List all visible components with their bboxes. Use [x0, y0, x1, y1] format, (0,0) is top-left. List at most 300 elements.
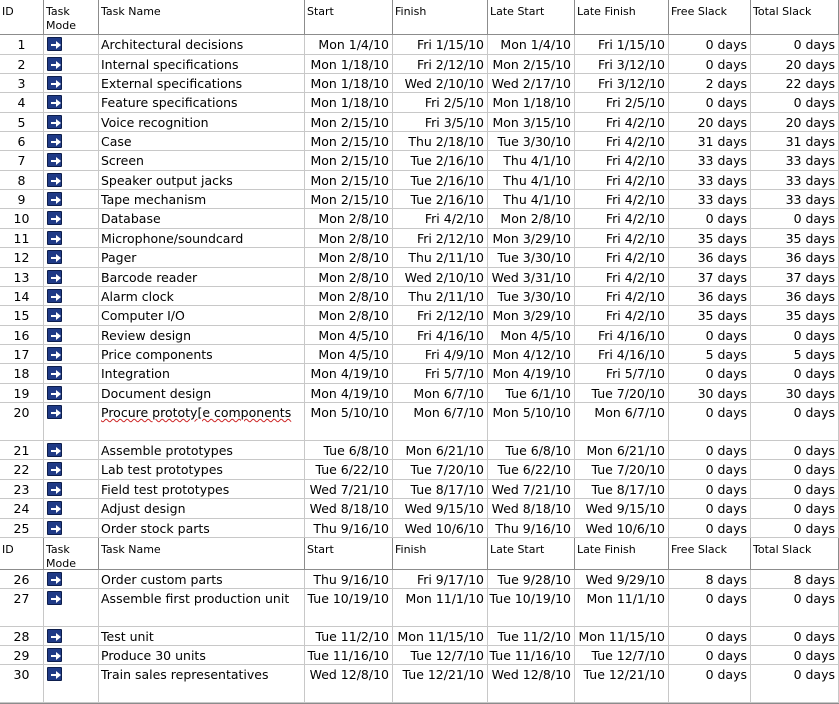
late-start-cell[interactable]	[488, 35, 575, 54]
task-name-cell[interactable]	[99, 306, 305, 325]
free-slack-cell[interactable]	[669, 55, 751, 73]
finish-cell[interactable]	[393, 665, 488, 702]
task-name-cell[interactable]	[99, 441, 305, 459]
late-finish-cell[interactable]	[575, 460, 669, 479]
task-mode-cell[interactable]	[44, 627, 99, 645]
task-mode-cell[interactable]	[44, 248, 99, 267]
column-header-start[interactable]: Start	[305, 0, 393, 34]
task-mode-cell[interactable]	[44, 519, 99, 537]
table-row[interactable]	[0, 499, 839, 519]
total-slack-cell[interactable]	[751, 171, 839, 189]
late-start-cell[interactable]	[488, 384, 575, 402]
total-slack-cell[interactable]	[751, 190, 839, 208]
finish-cell[interactable]	[393, 480, 488, 498]
id-cell[interactable]	[0, 570, 44, 588]
task-name-cell[interactable]	[99, 627, 305, 645]
id-cell[interactable]	[0, 132, 44, 150]
table-row[interactable]	[0, 627, 839, 646]
task-mode-cell[interactable]	[44, 171, 99, 189]
late-start-cell[interactable]	[488, 209, 575, 228]
id-cell[interactable]	[0, 460, 44, 479]
column-header-late-start[interactable]: Late Start	[488, 538, 575, 569]
finish-cell[interactable]	[393, 441, 488, 459]
task-name-cell[interactable]	[99, 171, 305, 189]
late-start-cell[interactable]	[488, 326, 575, 344]
free-slack-cell[interactable]	[669, 35, 751, 54]
free-slack-cell[interactable]	[669, 460, 751, 479]
table-row[interactable]	[0, 646, 839, 665]
task-name-cell[interactable]	[99, 268, 305, 286]
column-header-task-mode[interactable]: Task Mode	[44, 538, 99, 569]
finish-cell[interactable]	[393, 364, 488, 383]
start-cell[interactable]	[305, 248, 393, 267]
total-slack-cell[interactable]	[751, 499, 839, 518]
late-finish-cell[interactable]	[575, 364, 669, 383]
table-row[interactable]	[0, 403, 839, 441]
start-cell[interactable]	[305, 113, 393, 131]
task-name-cell[interactable]	[99, 151, 305, 170]
start-cell[interactable]	[305, 35, 393, 54]
total-slack-cell[interactable]	[751, 364, 839, 383]
start-cell[interactable]	[305, 627, 393, 645]
finish-cell[interactable]	[393, 384, 488, 402]
id-cell[interactable]	[0, 268, 44, 286]
column-header-total-slack[interactable]: Total Slack	[751, 538, 839, 569]
column-header-late-finish[interactable]: Late Finish	[575, 538, 669, 569]
late-start-cell[interactable]	[488, 287, 575, 305]
free-slack-cell[interactable]	[669, 190, 751, 208]
start-cell[interactable]	[305, 384, 393, 402]
late-start-cell[interactable]	[488, 151, 575, 170]
task-mode-cell[interactable]	[44, 93, 99, 112]
free-slack-cell[interactable]	[669, 441, 751, 459]
finish-cell[interactable]	[393, 55, 488, 73]
table-row[interactable]	[0, 93, 839, 113]
free-slack-cell[interactable]	[669, 113, 751, 131]
free-slack-cell[interactable]	[669, 665, 751, 702]
table-row[interactable]	[0, 74, 839, 93]
late-finish-cell[interactable]	[575, 132, 669, 150]
late-start-cell[interactable]	[488, 480, 575, 498]
free-slack-cell[interactable]	[669, 171, 751, 189]
late-finish-cell[interactable]	[575, 345, 669, 363]
late-finish-cell[interactable]	[575, 306, 669, 325]
late-finish-cell[interactable]	[575, 287, 669, 305]
start-cell[interactable]	[305, 287, 393, 305]
task-mode-cell[interactable]	[44, 229, 99, 247]
finish-cell[interactable]	[393, 132, 488, 150]
task-mode-cell[interactable]	[44, 480, 99, 498]
start-cell[interactable]	[305, 326, 393, 344]
late-start-cell[interactable]	[488, 55, 575, 73]
task-mode-cell[interactable]	[44, 190, 99, 208]
finish-cell[interactable]	[393, 460, 488, 479]
late-finish-cell[interactable]	[575, 209, 669, 228]
late-finish-cell[interactable]	[575, 55, 669, 73]
id-cell[interactable]	[0, 171, 44, 189]
column-header-task-name[interactable]: Task Name	[99, 538, 305, 569]
table-row[interactable]	[0, 132, 839, 151]
id-cell[interactable]	[0, 403, 44, 440]
table-row[interactable]	[0, 441, 839, 460]
start-cell[interactable]	[305, 519, 393, 537]
late-finish-cell[interactable]	[575, 519, 669, 537]
start-cell[interactable]	[305, 229, 393, 247]
task-mode-cell[interactable]	[44, 345, 99, 363]
late-start-cell[interactable]	[488, 364, 575, 383]
late-start-cell[interactable]	[488, 665, 575, 702]
task-name-cell[interactable]	[99, 519, 305, 537]
finish-cell[interactable]	[393, 74, 488, 92]
late-finish-cell[interactable]	[575, 627, 669, 645]
table-row[interactable]	[0, 345, 839, 364]
task-name-cell[interactable]	[99, 384, 305, 402]
late-finish-cell[interactable]	[575, 268, 669, 286]
task-name-cell[interactable]	[99, 132, 305, 150]
column-header-finish[interactable]: Finish	[393, 538, 488, 569]
task-mode-cell[interactable]	[44, 589, 99, 626]
column-header-free-slack[interactable]: Free Slack	[669, 0, 751, 34]
total-slack-cell[interactable]	[751, 627, 839, 645]
start-cell[interactable]	[305, 209, 393, 228]
task-mode-cell[interactable]	[44, 499, 99, 518]
table-row[interactable]	[0, 190, 839, 209]
table-row[interactable]	[0, 665, 839, 703]
task-name-cell[interactable]	[99, 480, 305, 498]
free-slack-cell[interactable]	[669, 499, 751, 518]
start-cell[interactable]	[305, 74, 393, 92]
late-finish-cell[interactable]	[575, 646, 669, 664]
task-name-cell[interactable]	[99, 364, 305, 383]
late-start-cell[interactable]	[488, 345, 575, 363]
id-cell[interactable]	[0, 364, 44, 383]
table-row[interactable]	[0, 268, 839, 287]
total-slack-cell[interactable]	[751, 519, 839, 537]
start-cell[interactable]	[305, 151, 393, 170]
table-row[interactable]	[0, 570, 839, 589]
id-cell[interactable]	[0, 190, 44, 208]
task-mode-cell[interactable]	[44, 287, 99, 305]
total-slack-cell[interactable]	[751, 229, 839, 247]
late-finish-cell[interactable]	[575, 441, 669, 459]
total-slack-cell[interactable]	[751, 151, 839, 170]
table-row[interactable]	[0, 287, 839, 306]
id-cell[interactable]	[0, 345, 44, 363]
free-slack-cell[interactable]	[669, 132, 751, 150]
table-row[interactable]	[0, 460, 839, 480]
finish-cell[interactable]	[393, 229, 488, 247]
late-start-cell[interactable]	[488, 627, 575, 645]
total-slack-cell[interactable]	[751, 570, 839, 588]
task-name-cell[interactable]	[99, 190, 305, 208]
task-mode-cell[interactable]	[44, 570, 99, 588]
column-header-id[interactable]: ID	[0, 0, 44, 34]
table-row[interactable]	[0, 151, 839, 171]
task-mode-cell[interactable]	[44, 35, 99, 54]
free-slack-cell[interactable]	[669, 209, 751, 228]
task-mode-cell[interactable]	[44, 326, 99, 344]
free-slack-cell[interactable]	[669, 268, 751, 286]
table-row[interactable]	[0, 589, 839, 627]
finish-cell[interactable]	[393, 306, 488, 325]
table-row[interactable]	[0, 229, 839, 248]
total-slack-cell[interactable]	[751, 326, 839, 344]
id-cell[interactable]	[0, 229, 44, 247]
finish-cell[interactable]	[393, 499, 488, 518]
task-mode-cell[interactable]	[44, 55, 99, 73]
finish-cell[interactable]	[393, 171, 488, 189]
late-finish-cell[interactable]	[575, 74, 669, 92]
start-cell[interactable]	[305, 589, 393, 626]
free-slack-cell[interactable]	[669, 74, 751, 92]
task-name-cell[interactable]	[99, 499, 305, 518]
table-row[interactable]	[0, 480, 839, 499]
free-slack-cell[interactable]	[669, 287, 751, 305]
column-header-id[interactable]: ID	[0, 538, 44, 569]
total-slack-cell[interactable]	[751, 113, 839, 131]
late-finish-cell[interactable]	[575, 326, 669, 344]
late-finish-cell[interactable]	[575, 480, 669, 498]
start-cell[interactable]	[305, 403, 393, 440]
start-cell[interactable]	[305, 646, 393, 664]
finish-cell[interactable]	[393, 287, 488, 305]
task-mode-cell[interactable]	[44, 364, 99, 383]
late-start-cell[interactable]	[488, 190, 575, 208]
id-cell[interactable]	[0, 519, 44, 537]
late-start-cell[interactable]	[488, 519, 575, 537]
table-row[interactable]	[0, 35, 839, 55]
total-slack-cell[interactable]	[751, 306, 839, 325]
id-cell[interactable]	[0, 589, 44, 626]
id-cell[interactable]	[0, 326, 44, 344]
column-header-task-name[interactable]: Task Name	[99, 0, 305, 34]
task-name-cell[interactable]	[99, 93, 305, 112]
task-mode-cell[interactable]	[44, 268, 99, 286]
late-start-cell[interactable]	[488, 589, 575, 626]
free-slack-cell[interactable]	[669, 627, 751, 645]
task-name-cell[interactable]	[99, 460, 305, 479]
late-finish-cell[interactable]	[575, 403, 669, 440]
free-slack-cell[interactable]	[669, 403, 751, 440]
late-start-cell[interactable]	[488, 229, 575, 247]
table-row[interactable]	[0, 519, 839, 538]
free-slack-cell[interactable]	[669, 345, 751, 363]
total-slack-cell[interactable]	[751, 74, 839, 92]
table-row[interactable]	[0, 384, 839, 403]
id-cell[interactable]	[0, 287, 44, 305]
late-start-cell[interactable]	[488, 441, 575, 459]
task-name-cell[interactable]	[99, 55, 305, 73]
late-finish-cell[interactable]	[575, 665, 669, 702]
start-cell[interactable]	[305, 171, 393, 189]
column-header-late-start[interactable]: Late Start	[488, 0, 575, 34]
late-finish-cell[interactable]	[575, 384, 669, 402]
finish-cell[interactable]	[393, 326, 488, 344]
late-finish-cell[interactable]	[575, 93, 669, 112]
table-row[interactable]	[0, 171, 839, 190]
task-name-cell[interactable]	[99, 35, 305, 54]
late-start-cell[interactable]	[488, 74, 575, 92]
id-cell[interactable]	[0, 480, 44, 498]
task-mode-cell[interactable]	[44, 306, 99, 325]
finish-cell[interactable]	[393, 151, 488, 170]
task-mode-cell[interactable]	[44, 209, 99, 228]
free-slack-cell[interactable]	[669, 151, 751, 170]
total-slack-cell[interactable]	[751, 589, 839, 626]
late-finish-cell[interactable]	[575, 151, 669, 170]
id-cell[interactable]	[0, 55, 44, 73]
id-cell[interactable]	[0, 627, 44, 645]
total-slack-cell[interactable]	[751, 132, 839, 150]
finish-cell[interactable]	[393, 190, 488, 208]
finish-cell[interactable]	[393, 248, 488, 267]
start-cell[interactable]	[305, 364, 393, 383]
start-cell[interactable]	[305, 268, 393, 286]
task-name-cell[interactable]	[99, 326, 305, 344]
table-row[interactable]	[0, 113, 839, 132]
late-start-cell[interactable]	[488, 171, 575, 189]
late-finish-cell[interactable]	[575, 570, 669, 588]
id-cell[interactable]	[0, 441, 44, 459]
total-slack-cell[interactable]	[751, 460, 839, 479]
task-name-cell[interactable]	[99, 589, 305, 626]
task-name-cell[interactable]	[99, 570, 305, 588]
id-cell[interactable]	[0, 384, 44, 402]
start-cell[interactable]	[305, 665, 393, 702]
task-mode-cell[interactable]	[44, 646, 99, 664]
finish-cell[interactable]	[393, 209, 488, 228]
free-slack-cell[interactable]	[669, 589, 751, 626]
finish-cell[interactable]	[393, 93, 488, 112]
total-slack-cell[interactable]	[751, 248, 839, 267]
column-header-start[interactable]: Start	[305, 538, 393, 569]
finish-cell[interactable]	[393, 646, 488, 664]
start-cell[interactable]	[305, 93, 393, 112]
id-cell[interactable]	[0, 93, 44, 112]
task-mode-cell[interactable]	[44, 441, 99, 459]
start-cell[interactable]	[305, 441, 393, 459]
late-start-cell[interactable]	[488, 268, 575, 286]
late-finish-cell[interactable]	[575, 171, 669, 189]
free-slack-cell[interactable]	[669, 306, 751, 325]
task-name-cell[interactable]	[99, 113, 305, 131]
finish-cell[interactable]	[393, 35, 488, 54]
task-name-cell[interactable]	[99, 229, 305, 247]
task-name-cell[interactable]	[99, 209, 305, 228]
free-slack-cell[interactable]	[669, 646, 751, 664]
late-finish-cell[interactable]	[575, 229, 669, 247]
table-row[interactable]	[0, 306, 839, 326]
free-slack-cell[interactable]	[669, 570, 751, 588]
start-cell[interactable]	[305, 570, 393, 588]
table-row[interactable]	[0, 55, 839, 74]
task-mode-cell[interactable]	[44, 113, 99, 131]
total-slack-cell[interactable]	[751, 345, 839, 363]
finish-cell[interactable]	[393, 519, 488, 537]
start-cell[interactable]	[305, 306, 393, 325]
free-slack-cell[interactable]	[669, 326, 751, 344]
task-name-cell[interactable]	[99, 646, 305, 664]
late-finish-cell[interactable]	[575, 35, 669, 54]
task-mode-cell[interactable]	[44, 665, 99, 702]
start-cell[interactable]	[305, 190, 393, 208]
task-name-cell[interactable]	[99, 248, 305, 267]
total-slack-cell[interactable]	[751, 55, 839, 73]
total-slack-cell[interactable]	[751, 35, 839, 54]
id-cell[interactable]	[0, 306, 44, 325]
total-slack-cell[interactable]	[751, 93, 839, 112]
start-cell[interactable]	[305, 499, 393, 518]
free-slack-cell[interactable]	[669, 519, 751, 537]
id-cell[interactable]	[0, 113, 44, 131]
table-row[interactable]	[0, 364, 839, 384]
task-mode-cell[interactable]	[44, 132, 99, 150]
total-slack-cell[interactable]	[751, 441, 839, 459]
column-header-finish[interactable]: Finish	[393, 0, 488, 34]
late-finish-cell[interactable]	[575, 113, 669, 131]
finish-cell[interactable]	[393, 570, 488, 588]
free-slack-cell[interactable]	[669, 93, 751, 112]
late-finish-cell[interactable]	[575, 499, 669, 518]
finish-cell[interactable]	[393, 627, 488, 645]
late-finish-cell[interactable]	[575, 589, 669, 626]
id-cell[interactable]	[0, 248, 44, 267]
task-name-cell[interactable]	[99, 74, 305, 92]
total-slack-cell[interactable]	[751, 287, 839, 305]
total-slack-cell[interactable]	[751, 268, 839, 286]
start-cell[interactable]	[305, 55, 393, 73]
id-cell[interactable]	[0, 35, 44, 54]
late-start-cell[interactable]	[488, 132, 575, 150]
task-mode-cell[interactable]	[44, 403, 99, 440]
free-slack-cell[interactable]	[669, 364, 751, 383]
id-cell[interactable]	[0, 665, 44, 702]
free-slack-cell[interactable]	[669, 384, 751, 402]
finish-cell[interactable]	[393, 113, 488, 131]
id-cell[interactable]	[0, 499, 44, 518]
task-mode-cell[interactable]	[44, 460, 99, 479]
start-cell[interactable]	[305, 460, 393, 479]
late-start-cell[interactable]	[488, 306, 575, 325]
start-cell[interactable]	[305, 480, 393, 498]
id-cell[interactable]	[0, 74, 44, 92]
task-mode-cell[interactable]	[44, 74, 99, 92]
total-slack-cell[interactable]	[751, 646, 839, 664]
task-name-cell[interactable]	[99, 287, 305, 305]
table-row[interactable]	[0, 209, 839, 229]
task-mode-cell[interactable]	[44, 151, 99, 170]
task-mode-cell[interactable]	[44, 384, 99, 402]
finish-cell[interactable]	[393, 345, 488, 363]
total-slack-cell[interactable]	[751, 384, 839, 402]
id-cell[interactable]	[0, 209, 44, 228]
free-slack-cell[interactable]	[669, 229, 751, 247]
late-start-cell[interactable]	[488, 113, 575, 131]
late-finish-cell[interactable]	[575, 248, 669, 267]
id-cell[interactable]	[0, 646, 44, 664]
column-header-total-slack[interactable]: Total Slack	[751, 0, 839, 34]
late-start-cell[interactable]	[488, 93, 575, 112]
late-start-cell[interactable]	[488, 403, 575, 440]
task-name-cell[interactable]	[99, 665, 305, 702]
column-header-task-mode[interactable]: Task Mode	[44, 0, 99, 34]
column-header-late-finish[interactable]: Late Finish	[575, 0, 669, 34]
start-cell[interactable]	[305, 345, 393, 363]
free-slack-cell[interactable]	[669, 248, 751, 267]
late-start-cell[interactable]	[488, 570, 575, 588]
free-slack-cell[interactable]	[669, 480, 751, 498]
total-slack-cell[interactable]	[751, 480, 839, 498]
